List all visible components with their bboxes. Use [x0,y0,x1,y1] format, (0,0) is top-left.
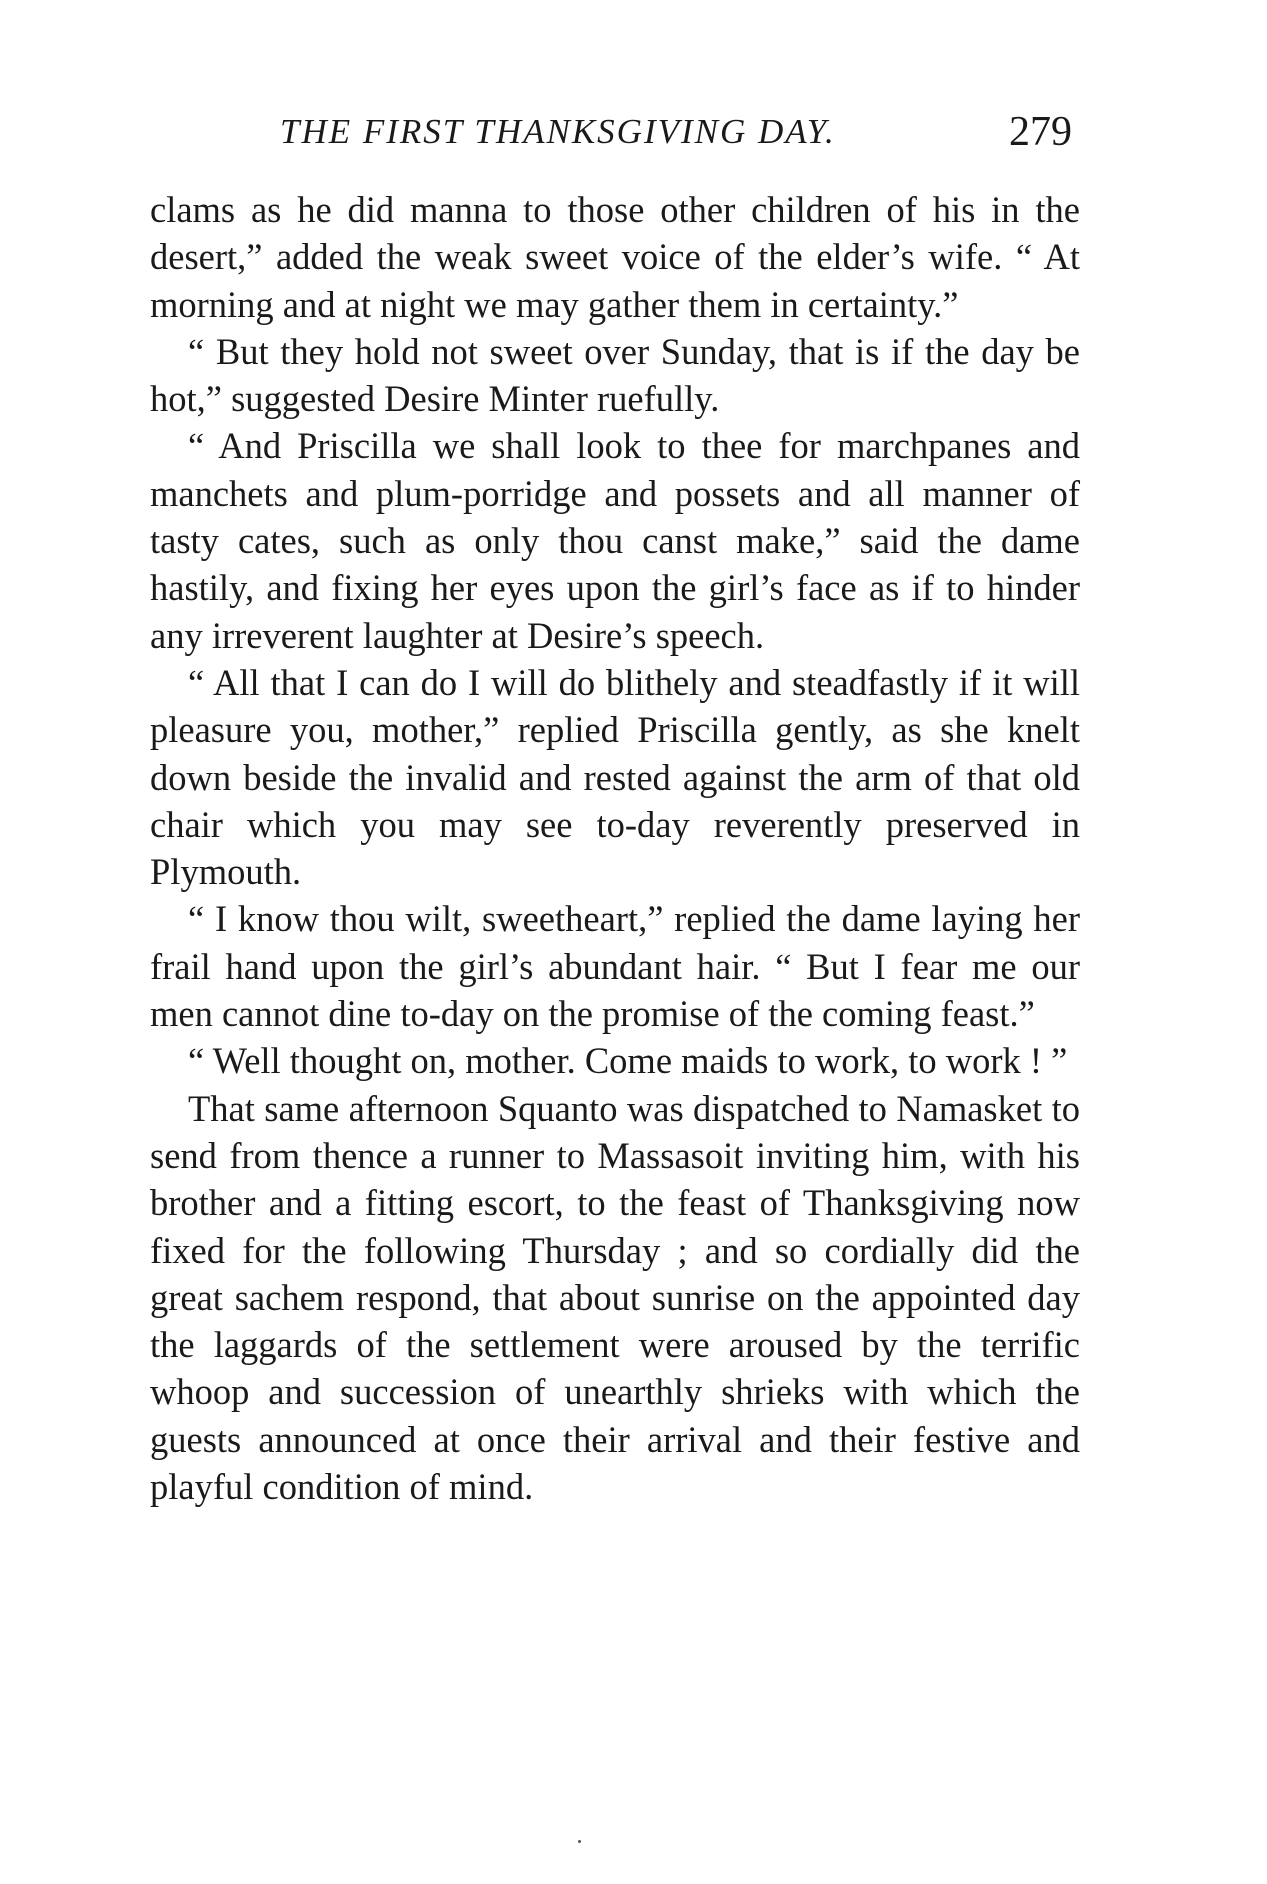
paragraph: clams as he did manna to those other children of his in the desert,” added the weak sweet voice of the elder’s wife. “ At morning and at night we may gather them in certainty.” [150,189,1080,325]
body-text [150,186,1080,1510]
paragraph: “ I know thou wilt, sweetheart,” replied the dame laying her frail hand upon the girl’s abundant hair. “ But I fear me our men cannot dine to-day on the promise of the coming feast.” [150,898,1080,1035]
paragraph: “ And Priscilla we shall look to thee for marchpanes and manchets and plum-porridge and possets and all manner of tasty cates, such as only thou canst make,” said the dame hastily, and fixing her eyes upon the girl’s face as if to hinder any irreverent laughter at Desire’s speech. [150,425,1080,656]
paragraph: That same afternoon Squanto was dispatched to Namasket to send from thence a runner to Massasoit inviting him, with his brother and a fitting escort, to the feast of Thanksgiving now fixed for the following Thursday ; and so cordially did the great sachem respond, that about sunrise on the appointed day the laggards of the settlement were aroused by the terrific whoop and succession of unearthly shrieks with which the guests announced at once their arrival and their festive and playful condition of mind. [150,1087,1080,1508]
print-speck [578,1840,581,1843]
page-number: 279 [1009,109,1072,155]
paragraph: “ But they hold not sweet over Sunday, that is if the day be hot,” suggested Desire Minter ruefully. [150,330,1080,420]
running-header [150,108,1080,168]
running-title: THE FIRST THANKSGIVING DAY. [280,112,836,151]
paragraph: “ Well thought on, mother. Come maids to work, to work ! ” [188,1040,1068,1082]
paragraph: “ All that I can do I will do blithely and steadfastly if it will pleasure you, mother,” replied Priscilla gently, as she knelt down beside the invalid and rested against the arm of that old chair which you may see to-day reverently preserved in Plymouth. [150,661,1080,893]
